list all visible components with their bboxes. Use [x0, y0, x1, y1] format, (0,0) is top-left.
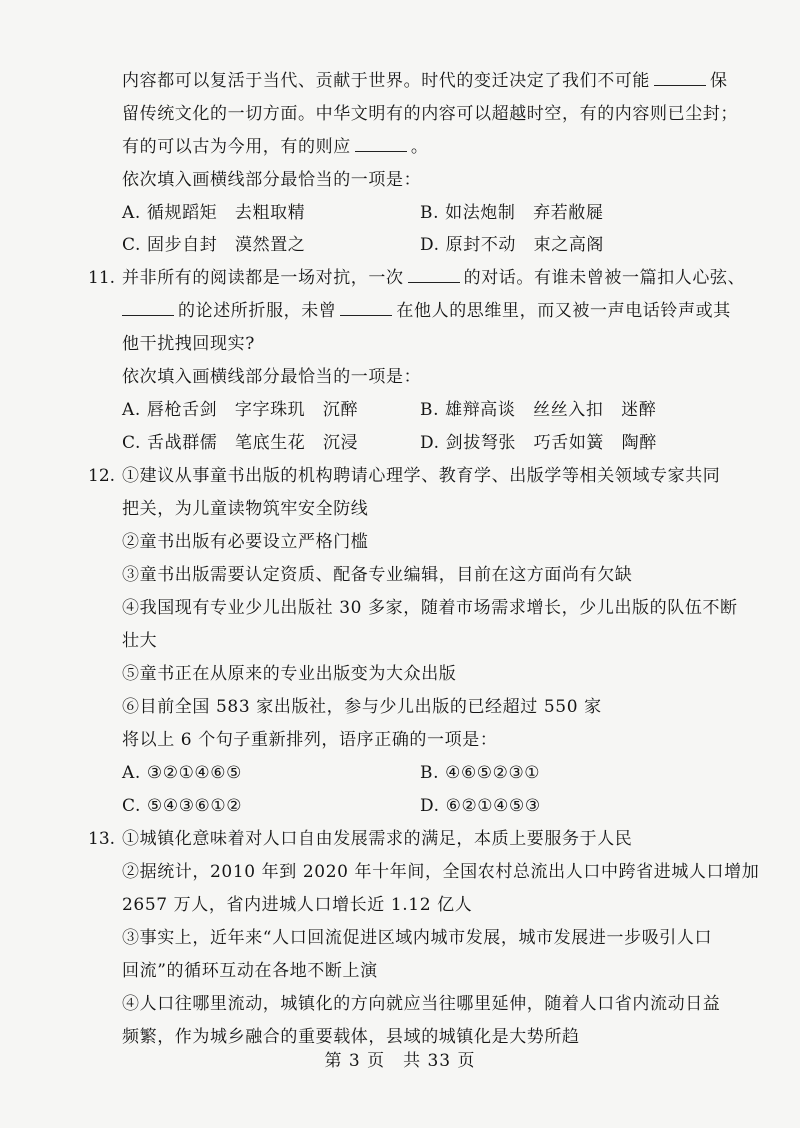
q12-number: 12. — [88, 466, 116, 486]
q10-text-segment: 保 — [710, 71, 728, 91]
q10-option-d: D. 原封不动 束之高阁 — [420, 235, 605, 255]
q12-sentence-1: ①建议从事童书出版的机构聘请心理学、教育学、出版学等相关领域专家共同 — [122, 466, 721, 486]
q10-text-segment: 内容都可以复活于当代、贡献于世界。时代的变迁决定了我们不可能 — [122, 71, 650, 91]
q11-prompt: 依次填入画横线部分最恰当的一项是： — [122, 367, 422, 387]
q10-text-line-1 — [122, 70, 728, 92]
q11-text-segment: 的对话。有谁未曾被一篇扣人心弦、 — [463, 268, 746, 288]
q10-option-c: C. 固步自封 漠然置之 — [122, 235, 306, 255]
q12-sentence-1-cont: 把关，为儿童读物筑牢安全防线 — [122, 499, 369, 519]
q13-sentence-3: ③事实上，近年来“人口回流促进区域内城市发展，城市发展进一步吸引人口 — [122, 928, 713, 948]
q12-sentence-4: ④我国现有专业少儿出版社 30 多家，随着市场需求增长，少儿出版的队伍不断 — [122, 598, 738, 618]
q11-option-b: B. 雄辩高谈 丝丝入扣 迷醉 — [420, 400, 657, 420]
q11-option-d: D. 剑拔弩张 巧舌如簧 陶醉 — [420, 433, 657, 453]
q11-text-line-3: 他干扰拽回现实? — [122, 334, 255, 354]
q12-sentence-6: ⑥目前全国 583 家出版社，参与少儿出版的已经超过 550 家 — [122, 697, 602, 717]
q12-option-d: D. ⑥②①④⑤③ — [420, 796, 541, 816]
q11-option-a: A. 唇枪舌剑 字字珠玑 沉醉 — [122, 400, 359, 420]
answer-blank — [355, 137, 407, 152]
q12-sentence-2: ②童书出版有必要设立严格门槛 — [122, 532, 369, 552]
q13-number: 13. — [88, 829, 116, 849]
q11-text-line-1 — [122, 267, 745, 289]
q10-text-segment: 。 — [410, 137, 429, 157]
q13-sentence-4-cont: 频繁，作为城乡融合的重要载体，县域的城镇化是大势所趋 — [122, 1027, 580, 1047]
q13-sentence-4: ④人口往哪里流动，城镇化的方向就应当往哪里延伸，随着人口省内流动日益 — [122, 994, 721, 1014]
answer-blank — [340, 301, 392, 316]
q13-sentence-1: ①城镇化意味着对人口自由发展需求的满足，本质上要服务于人民 — [122, 829, 633, 849]
q11-text-segment: 并非所有的阅读都是一场对抗，一次 — [122, 268, 404, 288]
q13-sentence-2-cont: 2657 万人，省内进城人口增长近 1.12 亿人 — [122, 895, 473, 915]
q12-option-a: A. ③②①④⑥⑤ — [122, 763, 242, 783]
answer-blank — [654, 71, 706, 86]
q11-number: 11. — [88, 268, 116, 288]
q13-sentence-3-cont: 回流”的循环互动在各地不断上演 — [122, 961, 378, 981]
q12-sentence-3: ③童书出版需要认定资质、配备专业编辑，目前在这方面尚有欠缺 — [122, 565, 633, 585]
q10-text-segment: 有的可以古为今用，有的则应 — [122, 137, 351, 157]
q11-text-segment: 的论述所折服，未曾 — [178, 301, 337, 321]
q10-option-b: B. 如法炮制 弃若敝屣 — [420, 203, 604, 223]
q10-text-line-3 — [122, 136, 428, 158]
q12-prompt: 将以上 6 个句子重新排列，语序正确的一项是： — [122, 730, 498, 750]
q13-sentence-2: ②据统计，2010 年到 2020 年十年间，全国农村总流出人口中跨省进城人口增加 — [122, 862, 760, 882]
q12-sentence-4-cont: 壮大 — [122, 631, 158, 651]
answer-blank — [122, 301, 174, 316]
page-footer: 第 3 页 共 33 页 — [324, 1051, 476, 1071]
q11-text-segment: 在他人的思维里，而又被一声电话铃声或其 — [396, 301, 731, 321]
q11-option-c: C. 舌战群儒 笔底生花 沉浸 — [122, 433, 359, 453]
q10-prompt: 依次填入画横线部分最恰当的一项是： — [122, 170, 422, 190]
q12-sentence-5: ⑤童书正在从原来的专业出版变为大众出版 — [122, 664, 457, 684]
answer-blank — [408, 268, 460, 283]
q10-text-line-2: 留传统文化的一切方面。中华文明有的内容可以超越时空，有的内容则已尘封； — [122, 104, 738, 124]
q12-option-b: B. ④⑥⑤②③① — [420, 763, 541, 783]
q10-option-a: A. 循规蹈矩 去粗取精 — [122, 203, 306, 223]
q12-option-c: C. ⑤④③⑥①② — [122, 796, 243, 816]
q11-text-line-2 — [122, 300, 731, 322]
